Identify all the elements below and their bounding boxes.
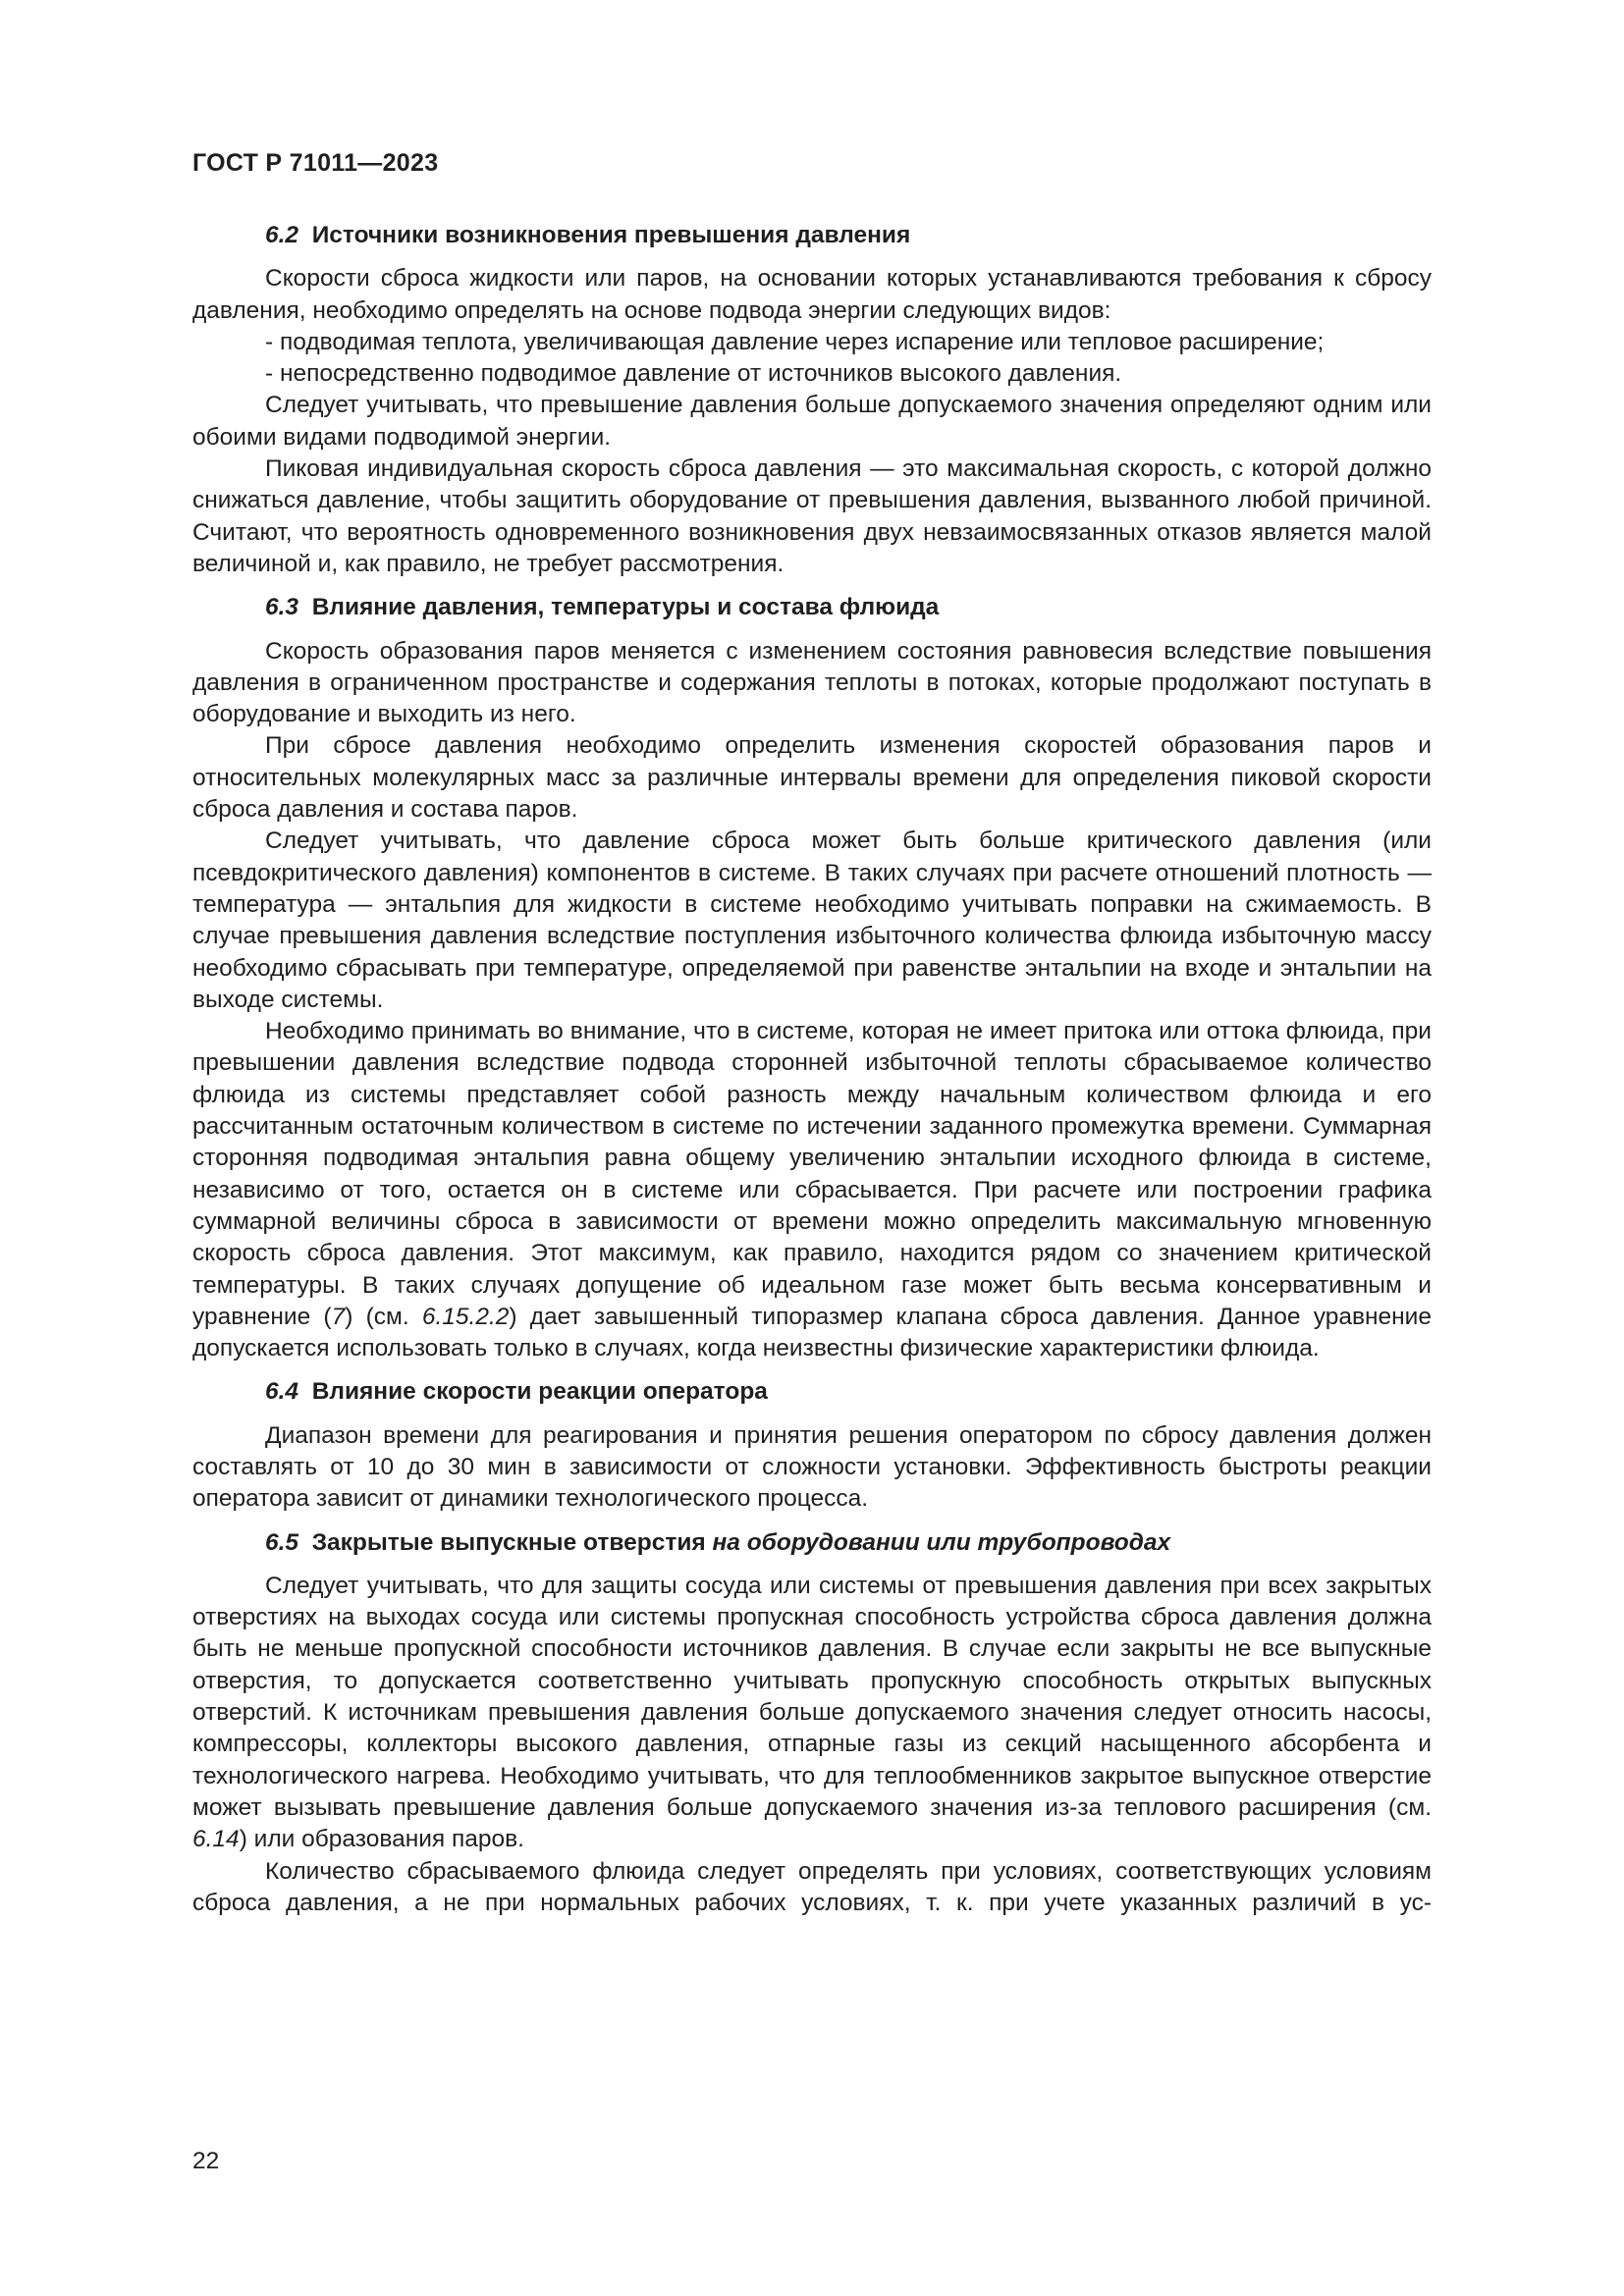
page-number: 22 bbox=[192, 2148, 220, 2174]
section-number: 6.4 bbox=[265, 1378, 299, 1406]
section-title: Закрытые выпускные отверстия bbox=[311, 1528, 706, 1556]
paragraph-text: Необходимо принимать во внимание, что в системе, которая не имеет притока или оттока флюида, при превышении давления вследствие подвода сторонней избыточной теплоты сбрасываемое количество флюида из системы представляет собой разность между начальным количеством флюида и его рассчитанным остаточным количеством в системе по истечении заданного промежутка времени. Суммарная сторонняя подводимая энтальпия равна общему увеличению энтальпии исходного флюида в системе, независимо от того, остается он в системе или сбрасывается. При расчете или построении графика суммарной величины сброса в зависимости от времени можно определить максимальную мгновенную скорость сброса давления. Этот максимум, как правило, находится рядом со значением критической температуры. В таких случаях допущение об идеальном газе может быть весьма консервативным и уравнение ( bbox=[192, 1018, 1432, 1330]
section-heading-6-4 bbox=[192, 1376, 1432, 1408]
section-heading-6-2 bbox=[192, 220, 1432, 251]
paragraph-text: ) дает завышенный типоразмер клапана сброса давления. Данное уравнение допускается использовать только в случаях, когда неизвестны физические характеристики флюида. bbox=[192, 1303, 1432, 1362]
paragraph: Скорости сброса жидкости или паров, на основании которых устанавливаются требования к сбросу давления, необходимо определять на основе подвода энергии следующих видов: bbox=[192, 265, 1432, 324]
section-title-italic: на оборудовании или трубопроводах bbox=[712, 1528, 1171, 1556]
paragraph bbox=[192, 1016, 1432, 1364]
paragraph-text: ) или образования паров. bbox=[239, 1826, 524, 1853]
paragraph: При сбросе давления необходимо определить изменения скоростей образования паров и относительных молекулярных масс за различные интервалы времени для определения пиковой скорости сброса давления и состава паров. bbox=[192, 732, 1432, 824]
list-item: - непосредственно подводимое давление от источников высокого давления. bbox=[265, 360, 1122, 388]
clause-ref: 6.15.2.2 bbox=[421, 1303, 510, 1330]
document-header: ГОСТ Р 71011—2023 bbox=[192, 149, 439, 177]
paragraph-text: ) (см. bbox=[345, 1303, 422, 1330]
paragraph-text: Следует учитывать, что для защиты сосуда или системы от превышения давления при всех закрытых отверстиях на выходах сосуда или системы пропускная способность устройства сброса давления должна быть не меньше пропускной способности источников давления. В случае если закрыты не все выпускные отверстия, то допускается соответственно учитывать пропускную способность открытых выпускных отверстий. К источникам превышения давления больше допускаемого значения следует относить насосы, компрессоры, коллекторы высокого давления, отпарные газы из секций насыщенного абсорбента и технологического нагрева. Необходимо учитывать, что для теплообменников закрытое выпускное отверстие может вызывать превышение давления больше допускаемого значения из-за теплового расширения (см. bbox=[192, 1572, 1432, 1821]
paragraph bbox=[192, 1571, 1432, 1856]
section-heading-6-3 bbox=[192, 592, 1432, 623]
paragraph: Следует учитывать, что превышение давления больше допускаемого значения определяют одним или обоими видами подводимой энергии. bbox=[192, 392, 1432, 451]
paragraph: Диапазон времени для реагирования и принятия решения оператором по сбросу давления должен составлять от 10 до 30 мин в зависимости от сложности установки. Эффективность быстроты реакции оператора зависит от динамики технологического процесса. bbox=[192, 1421, 1432, 1513]
document-body bbox=[192, 220, 1432, 1919]
clause-ref: 6.14 bbox=[192, 1826, 240, 1853]
paragraph: Скорость образования паров меняется с изменением состояния равновесия вследствие повышения давления в ограниченном пространстве и содержания теплоты в потоках, которые продолжают поступать в оборудование и выходить из него. bbox=[192, 637, 1432, 728]
section-number: 6.2 bbox=[265, 222, 299, 248]
paragraph: Пиковая индивидуальная скорость сброса давления — это максимальная скорость, с которой должно снижаться давление, чтобы защитить оборудование от превышения давления, вызванного любой причиной. Считают, что вероятность одновременного возникновения двух невзаимосвязанных отказов является малой величиной и, как правило, не требует рассмотрения. bbox=[192, 455, 1432, 577]
paragraph: Количество сбрасываемого флюида следует определять при условиях, соответствующих условиям сброса давления, а не при нормальных рабочих условиях, т. к. при учете указанных различий в ус- bbox=[192, 1857, 1432, 1916]
equation-ref: 7 bbox=[331, 1303, 346, 1330]
paragraph: Следует учитывать, что давление сброса может быть больше критического давления (или псевдокритического давления) компонентов в системе. В таких случаях при расчете отношений плотность — температура — энтальпия для жидкости в системе необходимо учитывать поправки на сжимаемость. В случае превышения давления вследствие поступления избыточного количества флюида избыточную массу необходимо сбрасывать при температуре, определяемой при равенстве энтальпии на входе и энтальпии на выходе системы. bbox=[192, 828, 1432, 1013]
section-title: Источники возникновения превышения давления bbox=[311, 222, 911, 248]
section-number: 6.5 bbox=[265, 1528, 299, 1556]
section-heading-6-5 bbox=[192, 1527, 1432, 1559]
section-title: Влияние скорости реакции оператора bbox=[311, 1378, 768, 1406]
section-number: 6.3 bbox=[265, 594, 299, 621]
list-item: - подводимая теплота, увеличивающая давление через испарение или тепловое расширение; bbox=[265, 328, 1325, 355]
section-title: Влияние давления, температуры и состава флюида bbox=[311, 594, 940, 621]
